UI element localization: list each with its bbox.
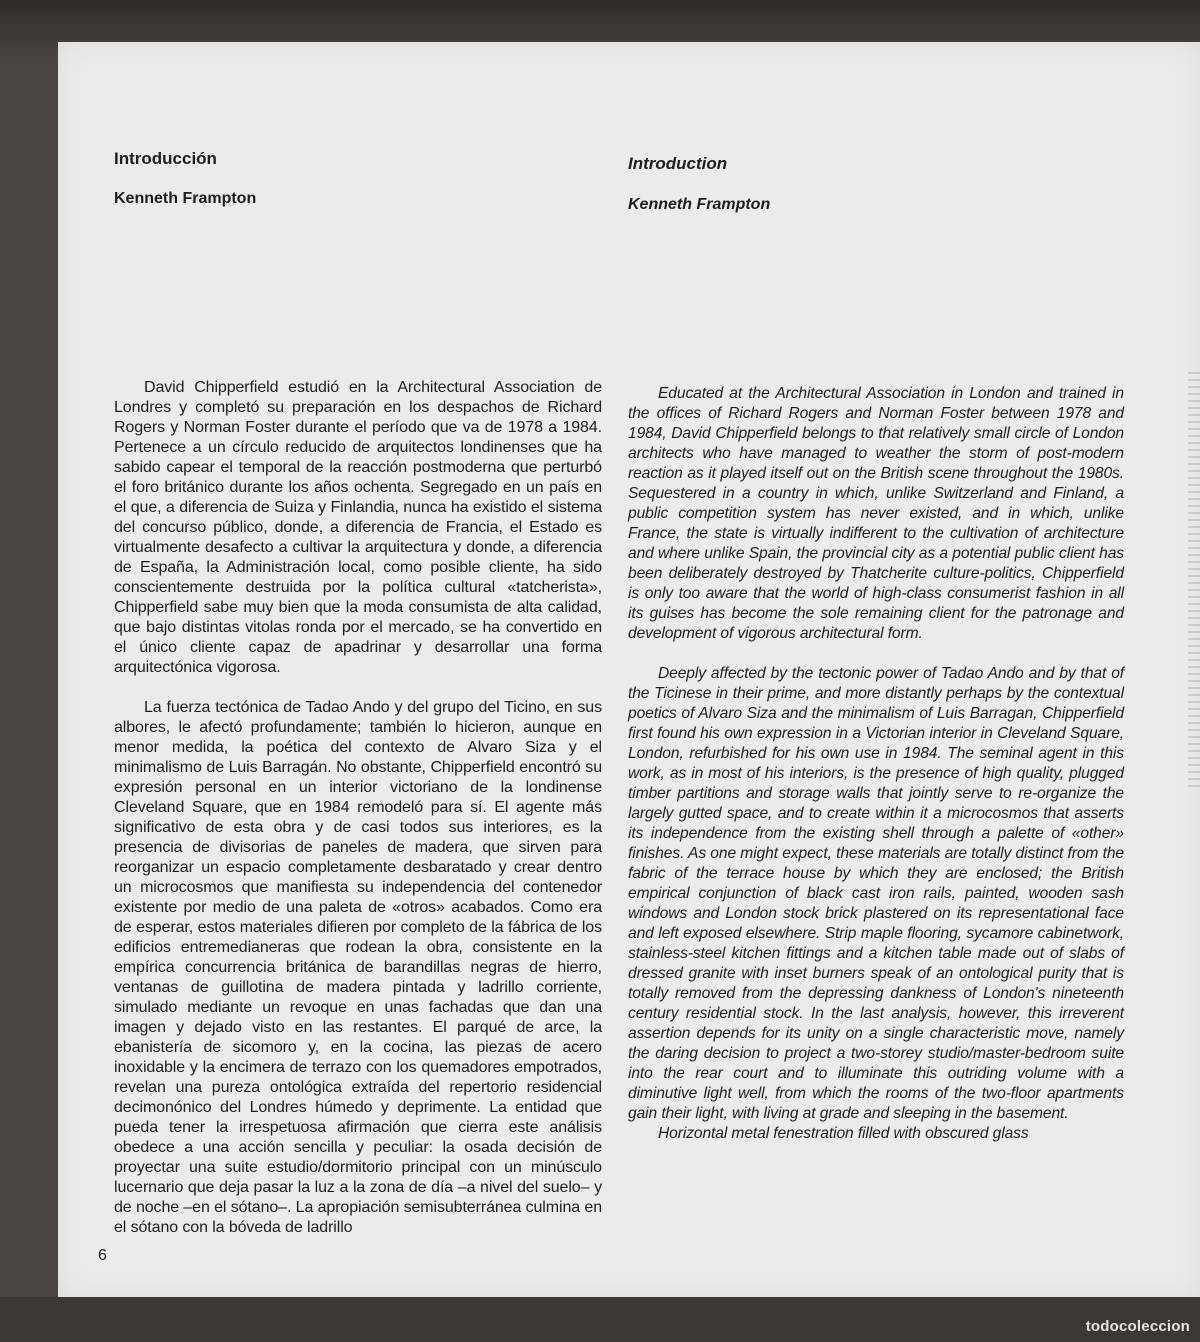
next-page-edge xyxy=(1188,372,1200,792)
english-paragraph-3: Horizontal metal fenestration filled with obscured glass xyxy=(658,1125,1029,1142)
spanish-author: Kenneth Frampton xyxy=(114,190,257,207)
page-number: 6 xyxy=(98,1247,107,1264)
english-title: Introduction xyxy=(628,154,728,173)
english-paragraph-2: Deeply affected by the tectonic power of Tadao Ando and by that of the Ticinese in their prime, and more distantly perhaps by the contextual poetics of Alvaro Siza and the minimalism of Luis Barragan, Chipperfield first found his own expression in a Victorian interior in Cleveland Square, London, refurbished for his own use in 1984. The seminal agent in this work, as in most of his interiors, is the presence of high quality, plugged timber partitions and storage walls that jointly serve to re-organize the largely gutted space, and to create within it a microcosmos that asserts its independence from the existing shell through a palette of «other» finishes. As one might expect, these materials are totally distinct from the fabric of the terrace house by which they are enclosed; the British empirical conjunction of black cast iron rails, painted, wooden sash windows and London stock brick plastered on its representational face and left exposed elsewhere. Strip maple flooring, sycamore cabinetwork, stainless-steel kitchen fittings and a kitchen table made out of slabs of dressed granite with inset burners speak of an ontological purity that is totally removed from the depressing dankness of London's nineteenth century residential stock. In the last analysis, however, this irreverent assertion depends for its unity on a single characteristic move, namely the daring decision to project a two-storey studio/master-bedroom suite into the rear court and to illuminate this outriding volume with a diminutive light well, from which the rooms of the two-floor apartments gain their light, with living at grade and sleeping in the basement. xyxy=(628,665,1124,1122)
spanish-paragraph-2: La fuerza tectónica de Tadao Ando y del grupo del Ticino, en sus albores, le afectó profundamente; también lo hicieron, aunque en menor medida, la poética del contexto de Alvaro Siza y el minimalismo de Luis Barragán. No obstante, Chipperfield encontró su expresión personal en un interior victoriano de la londinense Cleveland Square, que en 1984 remodeló para sí. El agente más significativo de esta obra y de casi todos sus interiores, es la presencia de divisorias de paneles de madera, que sirven para reorganizar un espacio completamente desbaratado y crear dentro un microcosmos que manifiesta su independencia del contenedor existente por medio de una paleta de «otros» acabados. Como era de esperar, estos materiales difieren por completo de la fábrica de los edificios entremedianeras que rodean la obra, consistente en la empírica concurrencia británica de barandillas negras de hierro, ventanas de guillotina de madera pintada y ladrillo corriente, simulado mediante un revoque en unas fachadas que dan una imagen y dejado visto en las restantes. El parqué de arce, la ebanistería de sicomoro y, en la cocina, las piezas de acero inoxidable y la encimera de terrazo con los quemadores empotrados, revelan una pureza ontológica extraída del repertorio residencial decimonónico del Londres húmedo y deprimente. La entidad que pueda tener la irrespetuosa afirmación que cierra este análisis obedece a una acción sencilla y peculiar: la osada decisión de proyectar una suite estudio/dormitorio principal con un minúsculo lucernario que deja pasar la luz a la zona de día –a nivel del suelo– y de noche –en el sótano–. La apropiación semisubterránea culmina en el sótano con la bóveda de ladrillo xyxy=(114,699,602,1236)
spanish-paragraph-1: David Chipperfield estudió en la Architectural Association de Londres y completó su preparación en los despachos de Richard Rogers y Norman Foster durante el período que va de 1978 a 1984. Pertenece a un círculo reducido de arquitectos londinenses que ha sabido capear el temporal de la reacción postmoderna que perturbó el foro británico durante los años ochenta. Segregado en un país en el que, a diferencia de Suiza y Finlandia, nunca ha existido el sistema del concurso público, donde, a diferencia de Francia, el Estado es virtualmente desafecto a cultivar la arquitectura y donde, a diferencia de España, la Administración local, como posible cliente, ha sido conscientemente destruida por la política cultural «tatcherista», Chipperfield sabe muy bien que la moda consumista de alta calidad, que bajo distintas vitolas ronda por el mercado, se ha convertido en el único cliente capaz de apadrinar y desarrollar una forma arquitectónica vigorosa. xyxy=(114,379,602,676)
book-page xyxy=(58,42,1200,1297)
english-body xyxy=(628,384,1124,1164)
background-bottom xyxy=(0,1297,1200,1342)
spanish-title: Introducción xyxy=(114,149,217,168)
english-paragraph-1: Educated at the Architectural Association in London and trained in the offices of Richard Rogers and Norman Foster between 1978 and 1984, David Chipperfield belongs to that relatively small circle of London architects who have managed to weather the storm of post-modern reaction as it played itself out on the British scene throughout the 1980s. Sequestered in a country in which, unlike Switzerland and Finland, a public competition system has never existed, and in which, unlike France, the state is virtually indifferent to the cultivation of architecture and where unlike Spain, the provincial city as a potential public client has been deliberately destroyed by Thatcherite culture-politics, Chipperfield is only too aware that the world of high-class consumerist fashion in all its guises has become the sole remaining client for the patronage and development of vigorous architectural form. xyxy=(628,385,1124,642)
watermark-logo: todocoleccion xyxy=(1085,1318,1190,1335)
english-author: Kenneth Frampton xyxy=(628,196,771,213)
spanish-body xyxy=(114,378,602,1258)
